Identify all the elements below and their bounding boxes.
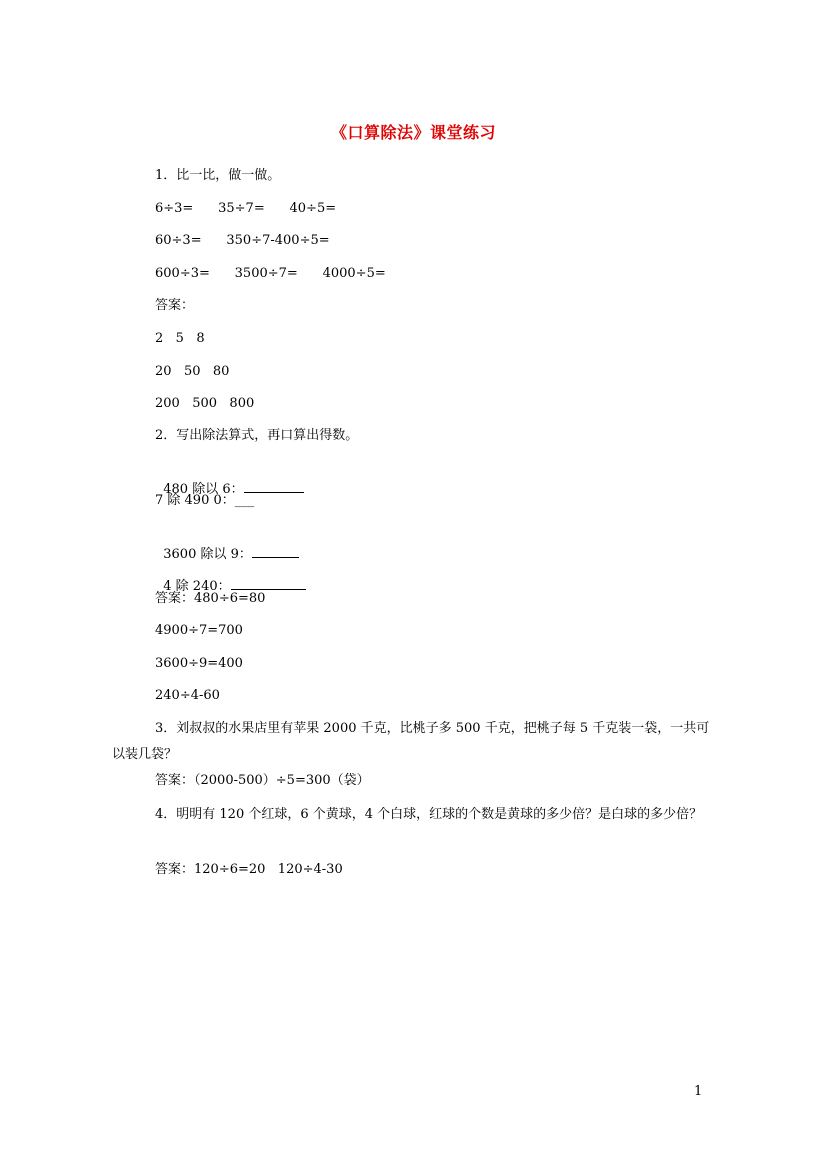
question-2-item-4-text: 4 除 240： (163, 579, 231, 594)
question-2-answer-2: 4900÷7=700 (155, 623, 243, 638)
question-2-item-2: 7 除 490 0：___ (155, 493, 255, 508)
question-2-answer-1: 答案：480÷6=80 (155, 591, 266, 606)
answer-blank (231, 575, 306, 590)
question-2-item-3-text: 3600 除以 9： (163, 547, 252, 562)
question-1-answer-label: 答案： (155, 298, 195, 313)
question-4-prompt: 4．明明有 120 个红球，6 个黄球，4 个白球，红球的个数是黄球的多少倍？是白球的多少倍？ (155, 807, 703, 822)
question-4-answer: 答案：120÷6=20 120÷4-30 (155, 862, 343, 877)
question-1-answer-1: 2 5 8 (155, 331, 205, 346)
question-2-answer-4: 240÷4-60 (155, 688, 220, 703)
answer-blank (244, 478, 304, 493)
question-2-item-1-text: 480 除以 6： (163, 482, 244, 497)
question-3-prompt: 3．刘叔叔的水果店里有苹果 2000 千克，比桃子多 500 千克，把桃子每 5 千克装一袋，一共可以装几袋？ (112, 721, 710, 762)
question-2-answer-3: 3600÷9=400 (155, 656, 243, 671)
page-number: 1 (694, 1084, 703, 1099)
question-1-prompt: 1．比一比，做一做。 (155, 168, 281, 183)
question-1-row-3: 600÷3= 3500÷7= 4000÷5= (155, 266, 386, 281)
question-1-row-2: 60÷3= 350÷7-400÷5= (155, 233, 330, 248)
page-title: 《口算除法》课堂练习 (330, 123, 496, 142)
question-1-answer-2: 20 50 80 (155, 364, 230, 379)
question-2-prompt: 2．写出除法算式，再口算出得数。 (155, 428, 359, 443)
answer-blank (252, 543, 299, 558)
question-1-row-1: 6÷3= 35÷7= 40÷5= (155, 201, 337, 216)
question-3-answer: 答案：（2000-500）÷5=300（袋） (155, 773, 370, 788)
question-1-answer-3: 200 500 800 (155, 396, 255, 411)
